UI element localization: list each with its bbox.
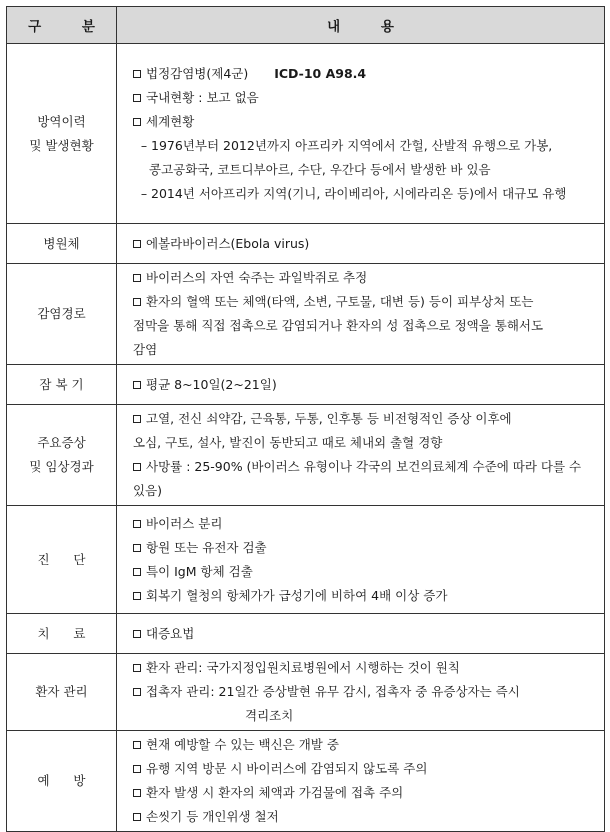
table-row <box>7 654 605 731</box>
content-line <box>123 407 598 431</box>
content-text: 세계현황 <box>146 113 195 129</box>
content-line <box>123 680 598 704</box>
content-line <box>123 733 598 757</box>
table-row <box>7 731 605 832</box>
square-bullet-icon <box>133 765 141 773</box>
square-bullet-icon <box>133 520 141 528</box>
content-line <box>123 536 598 560</box>
content-text: 환자 관리: 국가지정입원치료병원에서 시행하는 것이 원칙 <box>146 660 460 675</box>
content-line <box>123 512 598 536</box>
category-label: 잠 복 기 <box>39 376 84 392</box>
content-line <box>123 656 598 680</box>
category-label: 병원체 <box>43 235 80 251</box>
square-bullet-icon <box>133 741 141 749</box>
content-text: 대증요법 <box>146 625 195 641</box>
table-row <box>7 224 605 264</box>
content-text: 특이 IgM 항체 검출 <box>146 563 253 579</box>
content-text: 유행 지역 방문 시 바이러스에 감염되지 않도록 주의 <box>146 761 428 776</box>
row-content <box>117 654 605 731</box>
category-label: 진 단 <box>37 551 86 567</box>
content-text: 환자의 혈액 또는 체액(타액, 소변, 구토물, 대변 등) 등이 피부상처 또는 <box>146 294 534 309</box>
category-label: 치 료 <box>37 625 86 641</box>
square-bullet-icon <box>133 568 141 576</box>
content-text: 회복기 혈청의 항체가가 급성기에 비하여 4배 이상 증가 <box>146 587 448 603</box>
row-category <box>7 654 117 731</box>
category-label: 및 발생현황 <box>29 137 94 153</box>
content-line <box>123 290 598 314</box>
content-text: 1976년부터 2012년까지 아프리카 지역에서 간헐, 산발적 유행으로 가봉, <box>151 137 553 153</box>
content-text: 평균 8~10일(2~21일) <box>146 376 277 392</box>
content-line <box>123 455 598 479</box>
row-content <box>117 224 605 264</box>
square-bullet-icon <box>133 381 141 389</box>
square-bullet-icon <box>133 463 141 471</box>
table-header-row <box>7 7 605 44</box>
content-line <box>123 373 598 397</box>
content-line <box>123 62 598 86</box>
square-bullet-icon <box>133 630 141 638</box>
content-line <box>123 781 598 805</box>
content-text: 바이러스 분리 <box>146 515 223 531</box>
table-row <box>7 264 605 365</box>
content-line <box>123 266 598 290</box>
row-content <box>117 405 605 506</box>
content-line <box>123 110 598 134</box>
content-line <box>123 704 598 728</box>
content-text: 2014년 서아프리카 지역(기니, 라이베리아, 시에라리온 등)에서 대규모 유행 <box>151 185 567 201</box>
row-category <box>7 264 117 365</box>
content-line <box>123 805 598 829</box>
content-line <box>123 622 598 646</box>
row-content <box>117 614 605 654</box>
content-line <box>123 182 598 206</box>
content-line <box>123 232 598 256</box>
row-category <box>7 44 117 224</box>
row-content <box>117 365 605 405</box>
row-category <box>7 614 117 654</box>
row-category <box>7 224 117 264</box>
content-line <box>123 86 598 110</box>
category-label: 예 방 <box>37 773 86 788</box>
content-text: 점막을 통해 직접 접촉으로 감염되거나 환자의 성 접촉으로 정액을 통해서도 <box>133 318 544 333</box>
content-line <box>123 560 598 584</box>
content-line <box>123 134 598 158</box>
square-bullet-icon <box>133 664 141 672</box>
square-bullet-icon <box>133 813 141 821</box>
table-row <box>7 365 605 405</box>
square-bullet-icon <box>133 415 141 423</box>
content-line <box>123 584 598 608</box>
category-label: 환자 관리 <box>35 684 88 699</box>
table-row <box>7 405 605 506</box>
square-bullet-icon <box>133 70 141 78</box>
ebola-info-table <box>6 6 605 832</box>
category-label: 및 임상경과 <box>29 459 94 474</box>
square-bullet-icon <box>133 544 141 552</box>
row-content <box>117 264 605 365</box>
content-text: 환자 발생 시 환자의 체액과 가검물에 접촉 주의 <box>146 785 404 800</box>
content-text: 고열, 전신 쇠약감, 근육통, 두통, 인후통 등 비전형적인 증상 이후에 <box>146 411 512 426</box>
content-text: 손씻기 등 개인위생 철저 <box>146 809 279 824</box>
square-bullet-icon <box>133 94 141 102</box>
content-text: 접촉자 관리: 21일간 증상발현 유무 감시, 접촉자 중 유증상자는 즉시 <box>146 684 520 699</box>
content-line <box>123 314 598 338</box>
table-row <box>7 614 605 654</box>
content-text: 있음) <box>133 483 163 498</box>
square-bullet-icon <box>133 298 141 306</box>
row-category <box>7 731 117 832</box>
content-text: 사망률 : 25-90% (바이러스 유형이나 각국의 보건의료체계 수준에 따라 다를 수 <box>146 459 582 474</box>
content-text: 현재 예방할 수 있는 백신은 개발 중 <box>146 737 339 752</box>
row-category <box>7 405 117 506</box>
square-bullet-icon <box>133 592 141 600</box>
table-row <box>7 44 605 224</box>
dash-bullet-icon: – <box>140 137 148 153</box>
row-content <box>117 44 605 224</box>
content-line <box>123 431 598 455</box>
content-text: 오심, 구토, 설사, 발진이 동반되고 때로 체내외 출혈 경향 <box>133 435 443 450</box>
content-text: 법정감염병(제4군) <box>146 65 249 81</box>
content-line <box>123 338 598 362</box>
content-text: 항원 또는 유전자 검출 <box>146 539 267 555</box>
content-line <box>123 757 598 781</box>
content-line <box>123 479 598 503</box>
table-row <box>7 506 605 614</box>
content-text: 에볼라바이러스(Ebola virus) <box>146 235 310 251</box>
square-bullet-icon <box>133 118 141 126</box>
dash-bullet-icon: – <box>140 185 148 201</box>
row-content <box>117 731 605 832</box>
category-label: 주요증상 <box>37 435 86 450</box>
content-text: 격리조치 <box>245 708 294 723</box>
header-category: 구 분 <box>7 7 117 44</box>
content-text: 감염 <box>133 342 158 357</box>
content-text: 국내현황 : 보고 없음 <box>146 89 259 105</box>
square-bullet-icon <box>133 274 141 282</box>
square-bullet-icon <box>133 688 141 696</box>
row-category <box>7 506 117 614</box>
square-bullet-icon <box>133 789 141 797</box>
row-content <box>117 506 605 614</box>
header-content: 내 용 <box>117 7 605 44</box>
category-label: 방역이력 <box>37 113 86 129</box>
row-category <box>7 365 117 405</box>
category-label: 감염경로 <box>37 306 86 321</box>
content-line <box>123 158 598 182</box>
content-text: 콩고공화국, 코트디부아르, 수단, 우간다 등에서 발생한 바 있음 <box>149 161 491 177</box>
icd-code: ICD-10 A98.4 <box>274 65 367 81</box>
square-bullet-icon <box>133 240 141 248</box>
content-text: 바이러스의 자연 숙주는 과일박쥐로 추정 <box>146 270 368 285</box>
